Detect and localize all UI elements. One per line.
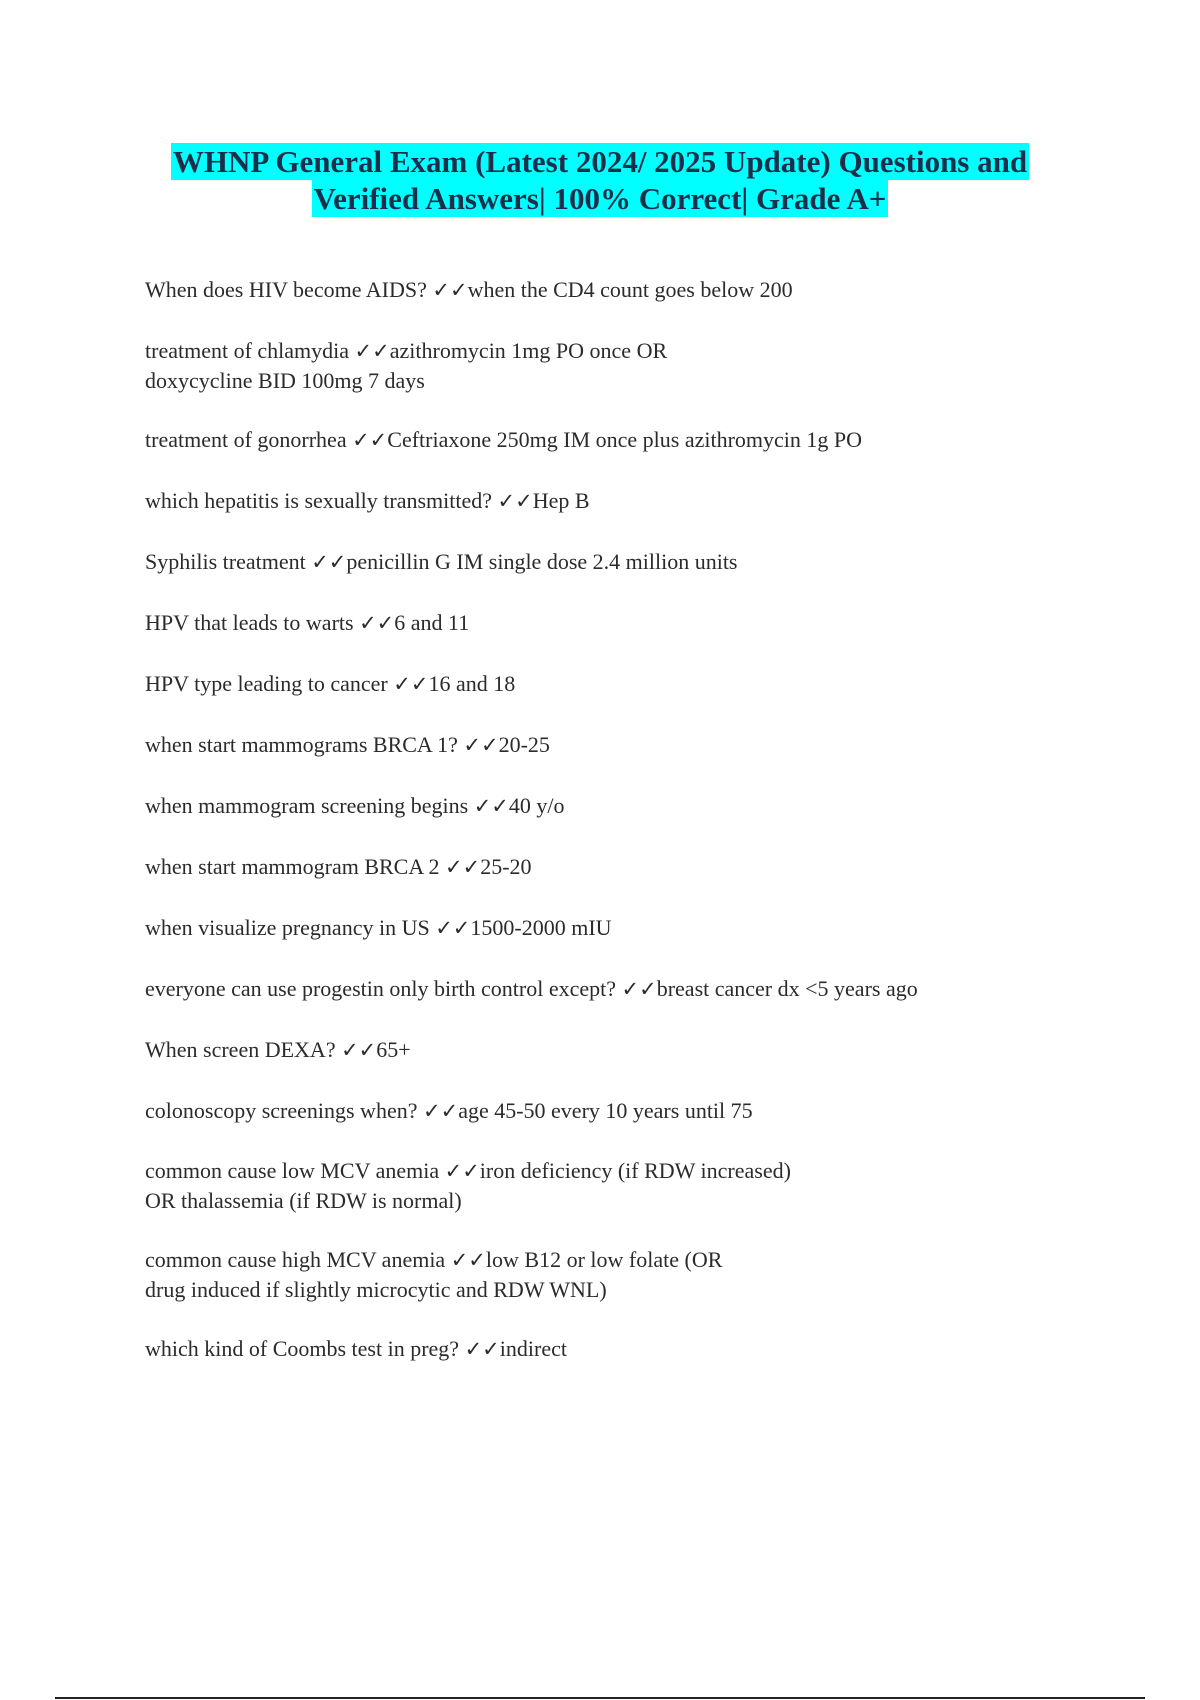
check-icon: ✓✓ xyxy=(354,339,390,363)
qa-item xyxy=(145,669,1105,699)
qa-item xyxy=(145,974,1105,1004)
answer-text: 40 y/o xyxy=(508,793,565,818)
qa-item xyxy=(145,608,1105,638)
answer-text: Hep B xyxy=(532,488,590,513)
qa-item xyxy=(145,425,1105,455)
qa-list xyxy=(145,275,1105,1364)
answer-text: 65+ xyxy=(376,1037,411,1062)
check-icon: ✓✓ xyxy=(435,916,471,940)
check-icon: ✓✓ xyxy=(422,1099,459,1123)
check-icon: ✓✓ xyxy=(341,1038,377,1062)
answer-text: indirect xyxy=(499,1336,567,1361)
question-text: common cause high MCV anemia xyxy=(145,1247,451,1272)
answer-text: low B12 or low folate (OR drug induced if slightly microcytic and RDW WNL) xyxy=(145,1247,723,1302)
question-text: when visualize pregnancy in US xyxy=(145,915,436,940)
question-text: Syphilis treatment xyxy=(145,549,312,574)
qa-item xyxy=(145,486,1105,516)
question-text: common cause low MCV anemia xyxy=(145,1158,445,1183)
question-text: colonoscopy screenings when? xyxy=(145,1098,423,1123)
qa-item xyxy=(145,1035,1105,1065)
title-line-1: WHNP General Exam (Latest 2024/ 2025 Update) Questions and xyxy=(172,144,1028,179)
question-text: treatment of chlamydia xyxy=(145,338,355,363)
answer-text: Ceftriaxone 250mg IM once plus azithromycin 1g PO xyxy=(387,427,863,452)
answer-text: 16 and 18 xyxy=(428,671,516,696)
qa-item xyxy=(145,547,1105,577)
question-text: when start mammogram BRCA 2 xyxy=(145,854,446,879)
question-text: when mammogram screening begins xyxy=(145,793,474,818)
check-icon: ✓✓ xyxy=(450,1248,486,1272)
question-text: When does HIV become AIDS? xyxy=(145,277,433,302)
question-text: treatment of gonorrhea xyxy=(145,427,353,452)
answer-text: penicillin G IM single dose 2.4 million units xyxy=(346,549,738,574)
check-icon: ✓✓ xyxy=(311,550,347,574)
check-icon: ✓✓ xyxy=(621,977,657,1001)
qa-item xyxy=(145,1156,1105,1215)
answer-text: when the CD4 count goes below 200 xyxy=(467,277,793,302)
answer-text: 25-20 xyxy=(480,854,532,879)
question-text: which hepatitis is sexually transmitted? xyxy=(145,488,498,513)
answer-text: 6 and 11 xyxy=(394,610,470,635)
check-icon: ✓✓ xyxy=(464,1337,500,1361)
question-text: everyone can use progestin only birth control except? xyxy=(145,976,622,1001)
answer-text: azithromycin 1mg PO once OR doxycycline BID 100mg 7 days xyxy=(145,338,668,393)
qa-item xyxy=(145,791,1105,821)
qa-item xyxy=(145,275,1105,305)
question-text: HPV type leading to cancer xyxy=(145,671,394,696)
answer-text: 20-25 xyxy=(498,732,550,757)
check-icon: ✓✓ xyxy=(432,278,468,302)
answer-text: age 45-50 every 10 years until 75 xyxy=(458,1098,753,1123)
check-icon: ✓✓ xyxy=(463,733,499,757)
question-text: When screen DEXA? xyxy=(145,1037,342,1062)
qa-item xyxy=(145,730,1105,760)
check-icon: ✓✓ xyxy=(352,428,388,452)
qa-item xyxy=(145,852,1105,882)
qa-item xyxy=(145,1245,1105,1304)
check-icon: ✓✓ xyxy=(445,855,481,879)
footer-divider xyxy=(55,1697,1145,1699)
check-icon: ✓✓ xyxy=(359,611,395,635)
question-text: HPV that leads to warts xyxy=(145,610,360,635)
qa-item xyxy=(145,336,1105,395)
check-icon: ✓✓ xyxy=(473,794,509,818)
qa-item xyxy=(145,913,1105,943)
check-icon: ✓✓ xyxy=(444,1159,480,1183)
answer-text: iron deficiency (if RDW increased) OR thalassemia (if RDW is normal) xyxy=(145,1158,791,1213)
answer-text: breast cancer dx <5 years ago xyxy=(656,976,918,1001)
qa-item xyxy=(145,1096,1105,1126)
qa-item xyxy=(145,1334,1105,1364)
title-line-2: Verified Answers| 100% Correct| Grade A+ xyxy=(313,181,887,216)
answer-text: 1500-2000 mIU xyxy=(470,915,612,940)
check-icon: ✓✓ xyxy=(497,489,533,513)
question-text: which kind of Coombs test in preg? xyxy=(145,1336,465,1361)
check-icon: ✓✓ xyxy=(393,672,429,696)
question-text: when start mammograms BRCA 1? xyxy=(145,732,464,757)
document-title xyxy=(0,143,1200,217)
